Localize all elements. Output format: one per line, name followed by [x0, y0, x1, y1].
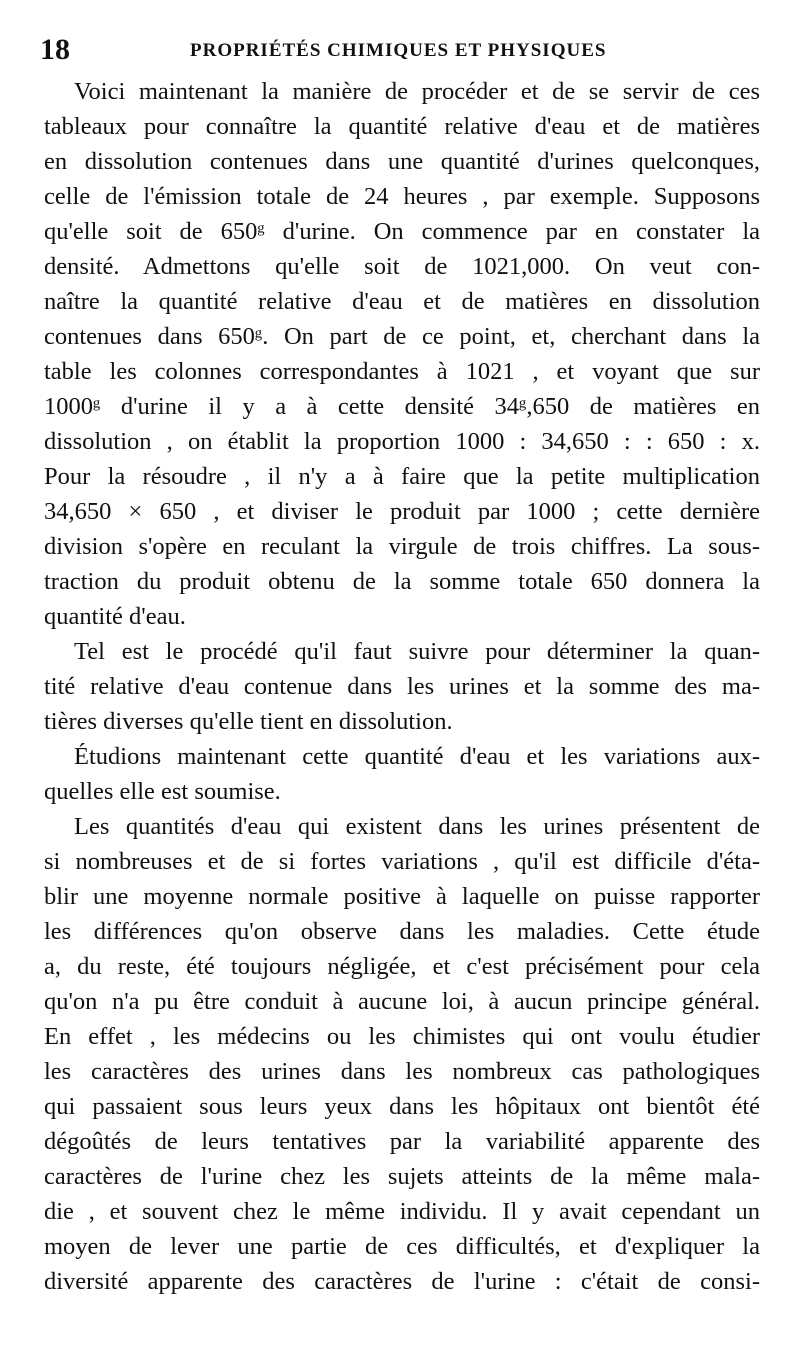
text-line: les caractères des urines dans les nombreux cas pathologiques — [44, 1058, 760, 1085]
text-line: les différences qu'on observe dans les maladies. Cette étude — [44, 918, 760, 945]
text-line: tières diverses qu'elle tient en dissolution. — [44, 708, 453, 735]
text-line: densité. Admettons qu'elle soit de 1021,000. On veut con- — [44, 253, 760, 280]
text-line: dissolution , on établit la proportion 1000 : 34,650 : : 650 : x. — [44, 428, 760, 455]
text-line: qu'on n'a pu être conduit à aucune loi, à aucun principe général. — [44, 988, 760, 1015]
running-head — [40, 30, 760, 70]
running-title: PROPRIÉTÉS CHIMIQUES ET PHYSIQUES — [190, 40, 607, 61]
text-line: a, du reste, été toujours négligée, et c'est précisément pour cela — [44, 953, 760, 980]
text-line: tité relative d'eau contenue dans les urines et la somme des ma- — [44, 673, 760, 700]
text-line: table les colonnes correspondantes à 1021 , et voyant que sur — [44, 358, 760, 385]
text-line: naître la quantité relative d'eau et de matières en dissolution — [44, 288, 760, 315]
text-line: quelles elle est soumise. — [44, 778, 281, 805]
text-line: En effet , les médecins ou les chimistes qui ont voulu étudier — [44, 1023, 760, 1050]
text-line: tableaux pour connaître la quantité relative d'eau et de matières — [44, 113, 760, 140]
text-line: celle de l'émission totale de 24 heures , par exemple. Supposons — [44, 183, 760, 210]
text-line: si nombreuses et de si fortes variations , qu'il est difficile d'éta- — [44, 848, 760, 875]
text-line: Pour la résoudre , il n'y a à faire que la petite multiplication — [44, 463, 760, 490]
text-line: caractères de l'urine chez les sujets atteints de la même mala- — [44, 1163, 760, 1190]
text-line: Les quantités d'eau qui existent dans les urines présentent de — [74, 813, 760, 840]
text-line: traction du produit obtenu de la somme totale 650 donnera la — [44, 568, 760, 595]
text-line: qu'elle soit de 650ᵍ d'urine. On commence par en constater la — [44, 218, 760, 245]
text-line: Voici maintenant la manière de procéder et de se servir de ces — [74, 78, 760, 105]
text-line: 34,650 × 650 , et diviser le produit par 1000 ; cette dernière — [44, 498, 760, 525]
text-line: blir une moyenne normale positive à laquelle on puisse rapporter — [44, 883, 760, 910]
text-line: 1000ᵍ d'urine il y a à cette densité 34ᵍ,650 de matières en — [44, 393, 760, 420]
text-line: diversité apparente des caractères de l'urine : c'était de consi- — [44, 1268, 760, 1295]
body-text — [44, 74, 760, 1299]
text-line: division s'opère en reculant la virgule de trois chiffres. La sous- — [44, 533, 760, 560]
text-line: moyen de lever une partie de ces difficultés, et d'expliquer la — [44, 1233, 760, 1260]
text-line: Tel est le procédé qu'il faut suivre pour déterminer la quan- — [74, 638, 760, 665]
text-line: die , et souvent chez le même individu. Il y avait cependant un — [44, 1198, 760, 1225]
text-line: contenues dans 650ᵍ. On part de ce point, et, cherchant dans la — [44, 323, 760, 350]
text-line: Étudions maintenant cette quantité d'eau et les variations aux- — [74, 743, 760, 770]
text-line: en dissolution contenues dans une quantité d'urines quelconques, — [44, 148, 760, 175]
text-line: qui passaient sous leurs yeux dans les hôpitaux ont bientôt été — [44, 1093, 760, 1120]
text-line: dégoûtés de leurs tentatives par la variabilité apparente des — [44, 1128, 760, 1155]
page-number: 18 — [40, 33, 70, 66]
text-line: quantité d'eau. — [44, 603, 186, 630]
